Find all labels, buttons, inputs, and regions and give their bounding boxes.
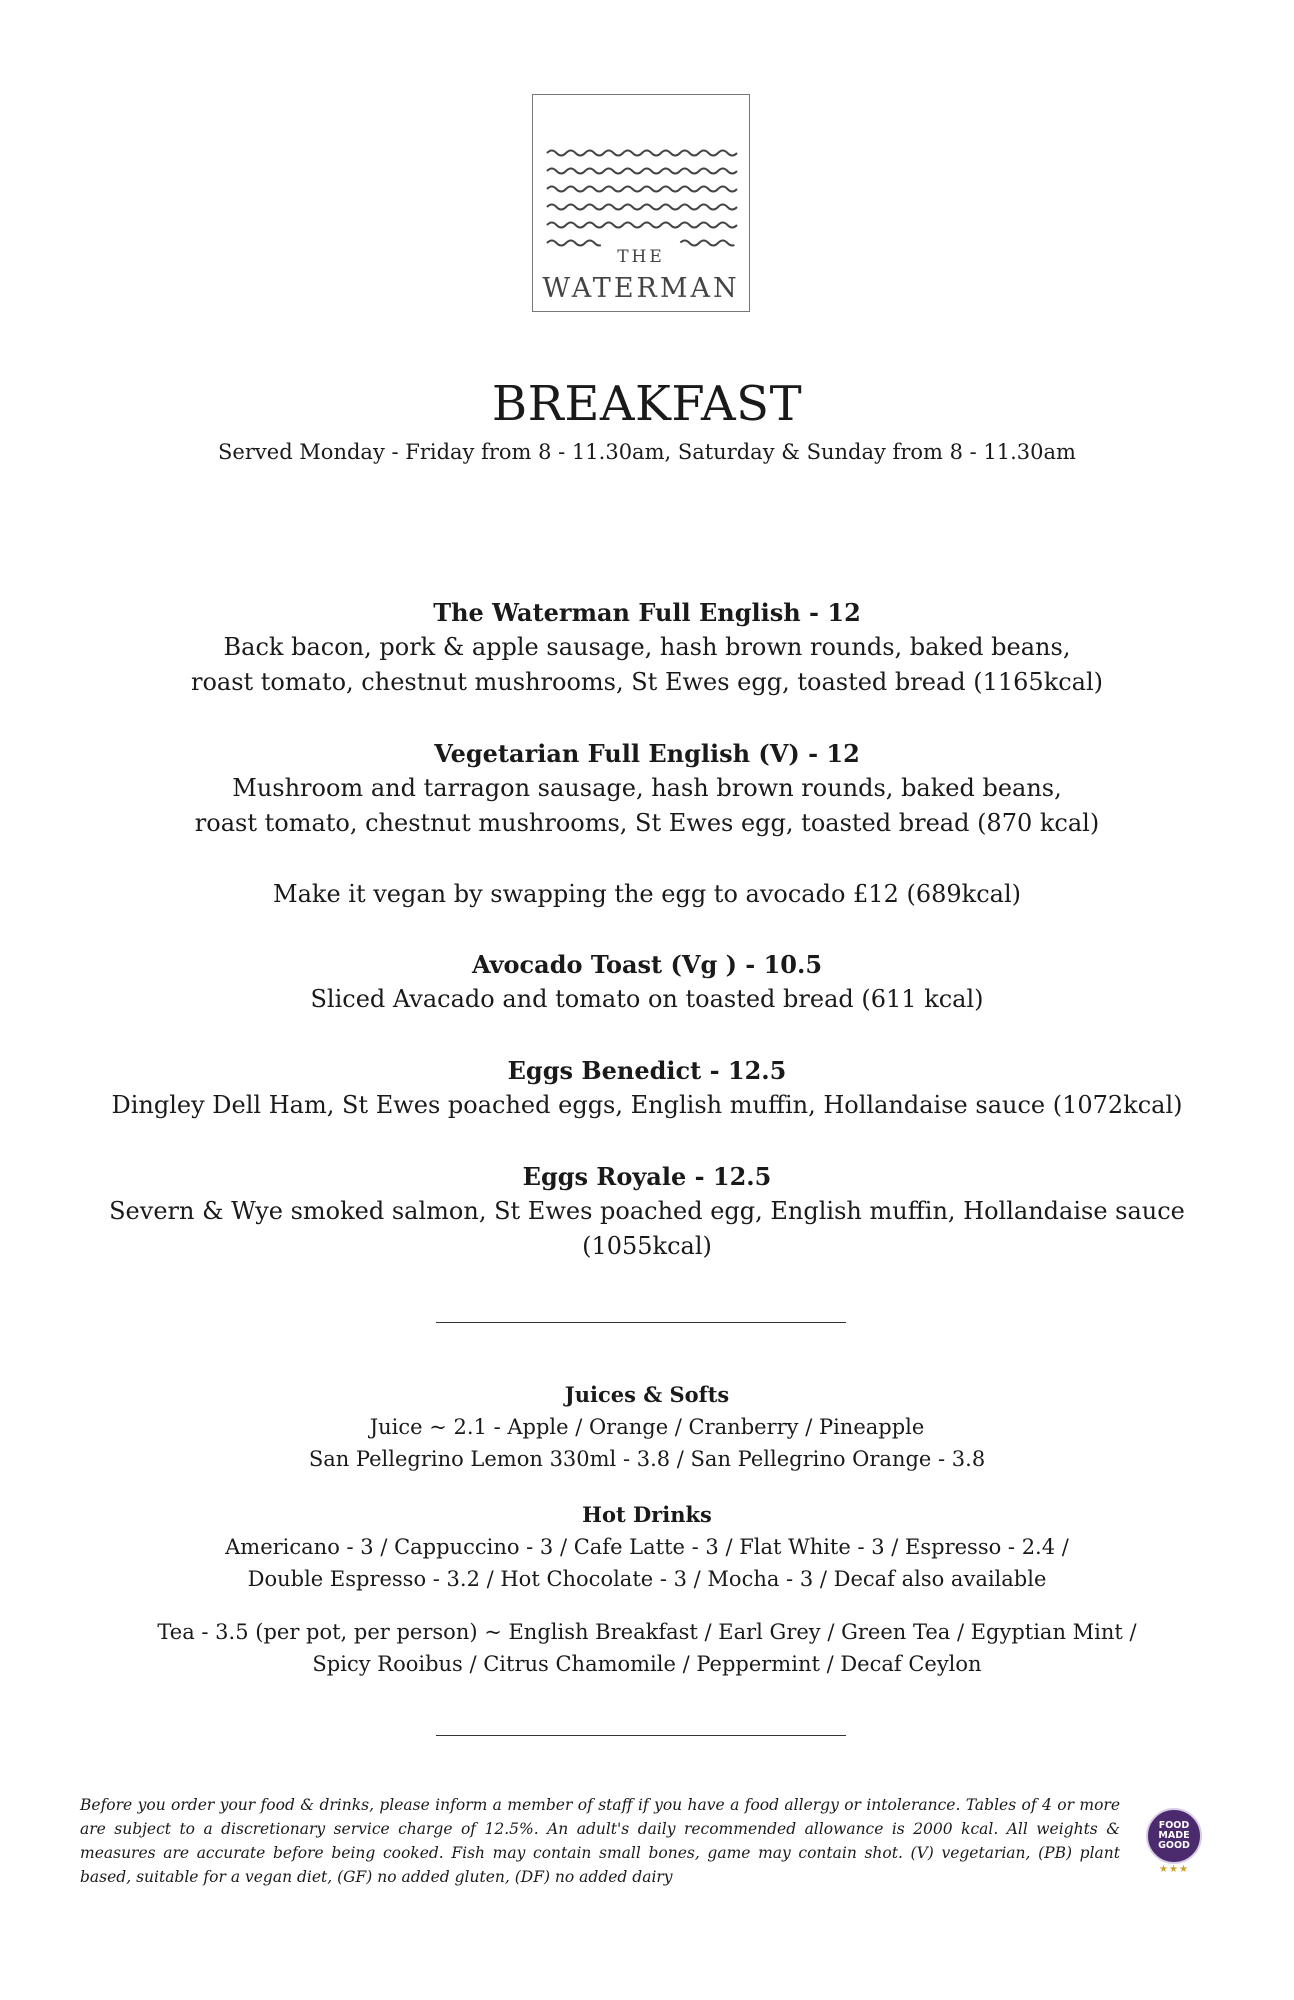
badge-text: GOOD (1158, 1840, 1190, 1851)
menu-item-description: (1055kcal) (582, 1232, 712, 1260)
serving-times: Served Monday - Friday from 8 - 11.30am, Saturday & Sunday from 8 - 11.30am (218, 440, 1076, 464)
menu-item-description: Mushroom and tarragon sausage, hash brown rounds, baked beans, (232, 774, 1062, 802)
menu-item-title: The Waterman Full English - 12 (433, 598, 861, 627)
section-heading: Juices & Softs (564, 1382, 730, 1407)
food-made-good-badge (1146, 1808, 1202, 1864)
menu-item-description: Severn & Wye smoked salmon, St Ewes poached egg, English muffin, Hollandaise sauce (109, 1197, 1185, 1225)
logo-the: THE (617, 247, 665, 267)
drinks-line: Tea - 3.5 (per pot, per person) ~ English Breakfast / Earl Grey / Green Tea / Egyptian Mint / (157, 1620, 1137, 1644)
menu-item-description: roast tomato, chestnut mushrooms, St Ewes egg, toasted bread (870 kcal) (194, 809, 1100, 837)
menu-item (60, 1159, 1234, 1264)
menu-item-title: Vegetarian Full English (V) - 12 (434, 739, 860, 768)
wave-line (547, 241, 737, 246)
section-divider (436, 1735, 846, 1736)
section-heading: Hot Drinks (582, 1502, 712, 1527)
drinks-line: Americano - 3 / Cappuccino - 3 / Cafe Latte - 3 / Flat White - 3 / Espresso - 2.4 / (225, 1535, 1069, 1559)
menu-item-title: Avocado Toast (Vg ) - 10.5 (471, 950, 823, 979)
menu-item (60, 1053, 1234, 1123)
drinks-section (60, 1499, 1234, 1595)
wave-line (547, 169, 737, 174)
menu-item-description: Back bacon, pork & apple sausage, hash brown rounds, baked beans, (223, 633, 1071, 661)
drinks-line: San Pellegrino Lemon 330ml - 3.8 / San Pellegrino Orange - 3.8 (308, 1447, 986, 1471)
section-divider (436, 1322, 846, 1323)
menu-item (60, 947, 1234, 1017)
waterman-logo (532, 94, 750, 312)
allergy-disclaimer: Before you order your food & drinks, please inform a member of staff if you have a food allergy or intolerance. Tables of 4 or more are subject to a discretionary service charge of 12.5%. An adult's daily recommended allowance is 2000 kcal. All weights & measures are accurate before being cooked. Fish may contain small bones, game may contain shot. (V) vegetarian, (PB) plant based, suitable for a vegan diet, (GF) no added gluten, (DF) no added dairy (80, 1796, 1120, 1886)
menu-item (60, 595, 1234, 700)
menu-item (60, 736, 1234, 841)
drinks-line: Juice ~ 2.1 - Apple / Orange / Cranberry / Pineapple (369, 1415, 925, 1439)
badge-stars: ★★★ (1159, 1864, 1189, 1875)
menu-item-title: Eggs Royale - 12.5 (522, 1162, 772, 1191)
wave-line (547, 151, 737, 156)
drinks-line: Double Espresso - 3.2 / Hot Chocolate - 3 / Mocha - 3 / Decaf also available (247, 1567, 1047, 1591)
menu-item-description: Make it vegan by swapping the egg to avocado £12 (689kcal) (273, 880, 1021, 908)
badge-text: MADE (1158, 1830, 1190, 1841)
menu-item-title: Eggs Benedict - 12.5 (507, 1056, 787, 1085)
page-title: BREAKFAST (491, 376, 803, 432)
drinks-section (60, 1379, 1234, 1475)
wave-line (547, 187, 737, 192)
logo-name: WATERMAN (542, 273, 740, 304)
wave-line (547, 205, 737, 210)
drinks-line: Spicy Rooibus / Citrus Chamomile / Peppermint / Decaf Ceylon (312, 1652, 982, 1676)
vegan-option (60, 877, 1234, 912)
tea-section (60, 1616, 1234, 1680)
menu-item-description: Sliced Avacado and tomato on toasted bread (611 kcal) (310, 985, 984, 1013)
wave-line (547, 223, 737, 228)
badge-text: FOOD (1158, 1820, 1190, 1831)
menu-item-description: roast tomato, chestnut mushrooms, St Ewes egg, toasted bread (1165kcal) (190, 668, 1104, 696)
menu-item-description: Dingley Dell Ham, St Ewes poached eggs, English muffin, Hollandaise sauce (1072kcal) (111, 1091, 1183, 1119)
